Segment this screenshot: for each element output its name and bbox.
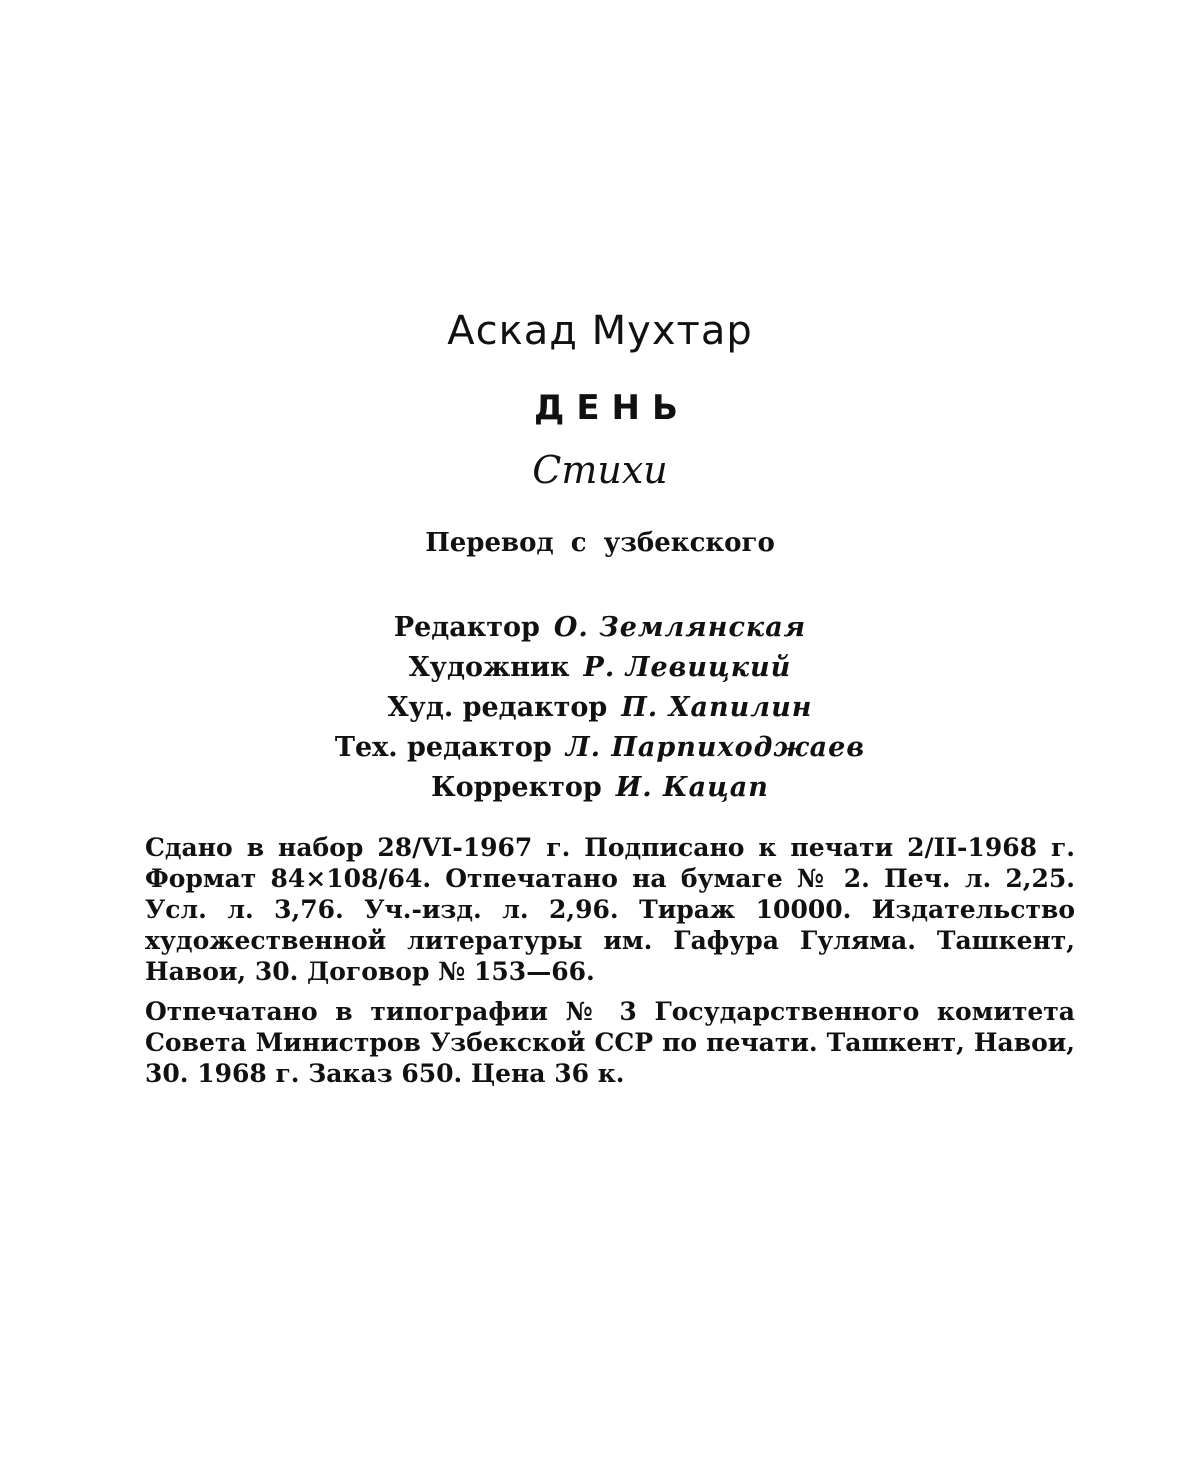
imprint-printing-text: Отпечатано в типографии № 3 Государственного комитета Совета Министров Узбекской ССР по печати. Ташкент, Навои, 30. 1968 г. Заказ 650. Цена 36 к. bbox=[145, 997, 1075, 1088]
staff-role: Корректор bbox=[431, 772, 602, 803]
translation-note: Перевод с узбекского bbox=[425, 528, 775, 558]
staff-role: Художник bbox=[408, 652, 570, 683]
staff-credit-editor bbox=[0, 608, 1200, 648]
staff-role: Тех. редактор bbox=[334, 732, 552, 763]
imprint-production-text: Сдано в набор 28/VI-1967 г. Подписано к печати 2/II-1968 г. Формат 84×108/64. Отпечатано на бумаге № 2. Печ. л. 2,25. Усл. л. 3,76. Уч.-изд. л. 2,96. Тираж 10000. Издательство художественной литературы им. Гафура Гуляма. Ташкент, Навои, 30. Договор № 153—66. bbox=[145, 833, 1075, 986]
staff-role: Редактор bbox=[393, 612, 540, 643]
staff-credits bbox=[0, 608, 1200, 808]
staff-role: Худ. редактор bbox=[387, 692, 608, 723]
staff-name: И. Кацап bbox=[615, 772, 769, 803]
staff-credit-proofreader bbox=[0, 768, 1200, 808]
staff-name: О. Землянская bbox=[553, 612, 807, 643]
book-title: ДЕНЬ bbox=[534, 388, 690, 428]
author-name: Аскад Мухтар bbox=[447, 308, 753, 354]
staff-credit-artist bbox=[0, 648, 1200, 688]
staff-credit-art-editor bbox=[0, 688, 1200, 728]
imprint-printing-details bbox=[145, 996, 1075, 1089]
staff-name: П. Хапилин bbox=[621, 692, 813, 723]
imprint-production-details bbox=[145, 832, 1075, 987]
staff-credit-tech-editor bbox=[0, 728, 1200, 768]
staff-name: Р. Левицкий bbox=[583, 652, 792, 683]
book-genre: Стихи bbox=[532, 448, 668, 492]
staff-name: Л. Парпиходжаев bbox=[565, 732, 866, 763]
